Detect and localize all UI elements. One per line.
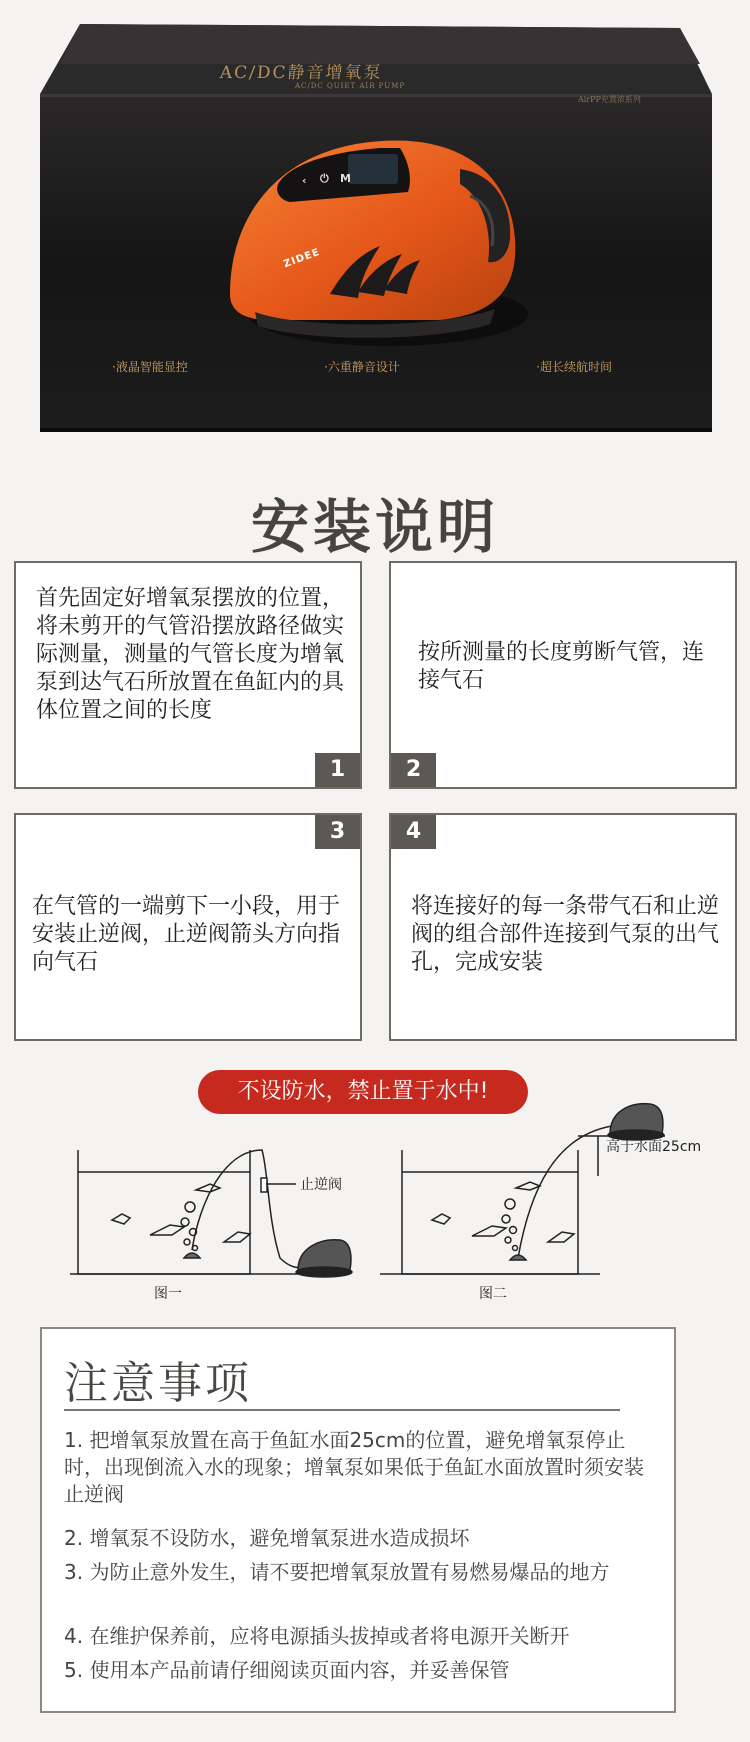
step-card-3 [14,813,362,1041]
waterproof-warning-badge: 不设防水，禁止置于水中! [198,1070,528,1114]
mode-button-label: M [340,172,351,185]
feature-item: ·六重静音设计 [324,360,400,374]
lcd-button-left: ‹ [302,174,307,187]
precaution-item: 3. 为防止意外发生，请不要把增氧泵放置有易燃易爆品的地方 [64,1560,610,1584]
check-valve-label: 止逆阀 [300,1177,342,1193]
precautions-title: 注意事项 [64,1358,252,1409]
step-card-2 [389,561,737,789]
step-text: 将连接好的每一条带气石和止逆阀的组合部件连接到气泵的出气孔，完成安装 [411,894,720,975]
box-subtitle: AC/DC QUIET AIR PUMP [295,82,406,90]
height-label: 高于水面25cm [606,1139,702,1155]
step-number-badge: 4 [391,815,436,849]
precaution-item: 5. 使用本产品前请仔细阅读页面内容，并妥善保管 [64,1658,510,1682]
step-text: 在气管的一端剪下一小段，用于安装止逆阀，止逆阀箭头方向指向气石 [32,894,341,975]
step-text: 按所测量的长度剪断气管，连接气石 [418,640,705,693]
precaution-item: 2. 增氧泵不设防水，避免增氧泵进水造成损坏 [64,1526,470,1550]
divider [64,1409,620,1411]
precautions-panel [40,1327,676,1713]
page-title: 安装说明 [250,493,499,561]
step-card-1 [14,561,362,789]
precaution-item: 1. 把增氧泵放置在高于鱼缸水面25cm的位置，避免增氧泵停止时，出现倒流入水的现象；增氧泵如果低于鱼缸水面放置时须安装止逆阀 [64,1428,644,1506]
power-icon: ⏻ [320,172,329,185]
feature-list [112,358,612,375]
step-number-badge: 3 [315,815,360,849]
figure-1-caption: 图一 [154,1286,182,1302]
step-number-badge: 2 [391,753,436,787]
figure-2-caption: 图二 [479,1286,507,1302]
product-photo [0,0,750,470]
feature-item: ·超长续航时间 [536,360,612,374]
step-card-4 [389,813,737,1041]
precaution-item: 4. 在维护保养前，应将电源插头拔掉或者将电源开关断开 [64,1624,570,1648]
box-series: AirPP充置浓系列 [578,95,641,104]
step-number-badge: 1 [315,753,360,787]
feature-item: ·液晶智能显控 [112,360,188,374]
step-text: 首先固定好增氧泵摆放的位置，将未剪开的气管沿摆放路径做实际测量，测量的气管长度为增氧泵到达气石所放置在鱼缸内的具体位置之间的长度 [36,586,345,723]
brand-logo: ZIDEE [282,246,322,271]
box-title: AC/DC静音增氧泵 [219,63,384,83]
installation-diagrams [0,1080,750,1310]
